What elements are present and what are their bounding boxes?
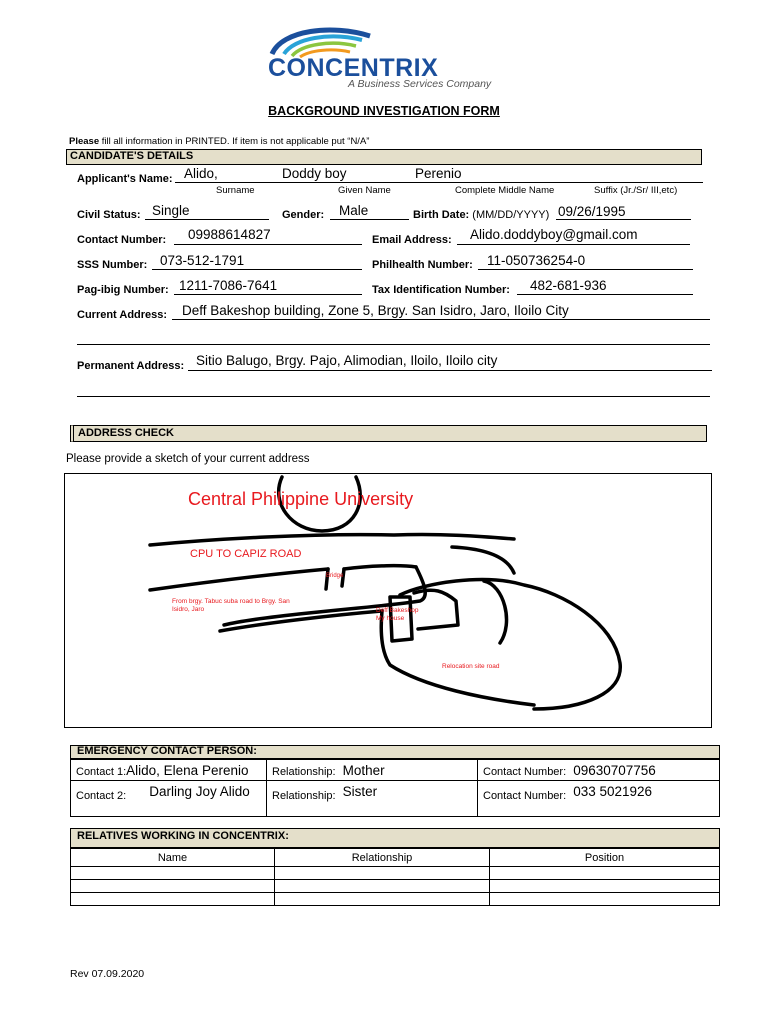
relative-name-cell[interactable] [71, 893, 275, 906]
contact-number-2-label: Contact Number: [483, 790, 567, 802]
contact-1-name[interactable]: Alido, Elena Perenio [126, 762, 249, 778]
contact-1-cell [71, 760, 267, 781]
relatives-header-position: Position [490, 849, 720, 867]
pagibig-number-value[interactable]: 1211-7086-7641 [179, 278, 278, 293]
emergency-contact-table [70, 759, 720, 817]
birth-date-label-text: Birth Date: [413, 209, 470, 221]
birth-date-label [413, 209, 549, 221]
birth-date-value[interactable]: 09/26/1995 [558, 204, 626, 219]
contact-2-label: Contact 2: [76, 790, 127, 802]
contact-number-2-cell [478, 781, 720, 817]
contact-number-1-value[interactable]: 09630707756 [573, 762, 656, 778]
surname-sublabel: Surname [216, 185, 255, 196]
address-sketch-labels [64, 473, 712, 728]
contact-number-label: Contact Number: [77, 234, 167, 246]
revision-label: Rev 07.09.2020 [70, 968, 145, 980]
contact-2-name[interactable]: Darling Joy Alido [149, 784, 250, 799]
contact-2-cell [71, 781, 267, 817]
civil-status-line [145, 219, 269, 220]
applicant-name-label: Applicant's Name: [77, 173, 173, 185]
philhealth-label: Philhealth Number: [372, 259, 473, 271]
sketch-route-line2: Isidro, Jaro [172, 606, 205, 613]
relative-position-cell[interactable] [490, 880, 720, 893]
sketch-road-label: CPU TO CAPIZ ROAD [190, 548, 302, 560]
relatives-header-row [71, 849, 720, 867]
instruction [69, 136, 369, 147]
emergency-section-header: EMERGENCY CONTACT PERSON: [70, 745, 720, 759]
philhealth-value[interactable]: 11-050736254-0 [487, 253, 586, 268]
relative-name-cell[interactable] [71, 867, 275, 880]
applicant-name-line [175, 182, 703, 183]
relatives-section-header: RELATIVES WORKING IN CONCENTRIX: [70, 828, 720, 848]
relative-name-cell[interactable] [71, 880, 275, 893]
permanent-address-label: Permanent Address: [77, 360, 185, 372]
table-row [71, 880, 720, 893]
email-label: Email Address: [372, 234, 452, 246]
sss-number-label: SSS Number: [77, 259, 148, 271]
tin-label: Tax Identification Number: [372, 284, 510, 296]
gender-label: Gender: [282, 209, 325, 221]
middle-name-sublabel: Complete Middle Name [455, 185, 555, 196]
given-name-value[interactable]: Doddy boy [282, 166, 347, 181]
contact-number-1-cell [478, 760, 720, 781]
birth-date-format: (MM/DD/YYYY) [472, 209, 550, 221]
relative-position-cell[interactable] [490, 867, 720, 880]
relationship-1-cell [267, 760, 478, 781]
surname-value[interactable]: Alido, [184, 166, 218, 181]
instruction-lead: Please [69, 136, 100, 147]
civil-status-value[interactable]: Single [152, 203, 190, 218]
current-address-value[interactable]: Deff Bakeshop building, Zone 5, Brgy. San Isidro, Jaro, Iloilo City [182, 303, 569, 318]
table-row [71, 867, 720, 880]
contact-number-1-label: Contact Number: [483, 765, 567, 778]
sss-number-value[interactable]: 073-512-1791 [160, 253, 245, 268]
permanent-address-value[interactable]: Sitio Balugo, Brgy. Pajo, Alimodian, Iloilo, Iloilo city [196, 353, 498, 368]
sketch-prompt: Please provide a sketch of your current address [66, 453, 310, 465]
form-title: BACKGROUND INVESTIGATION FORM [268, 104, 500, 118]
pagibig-number-line [174, 294, 362, 295]
sketch-house-line1: Deff Bakeshop [376, 607, 419, 614]
middle-name-value[interactable]: Perenio [415, 166, 462, 181]
logo-brand-text: CONCENTRIX [268, 54, 439, 82]
table-row [71, 893, 720, 906]
instruction-text: fill all information in PRINTED. If item is not applicable put “N/A” [101, 136, 370, 147]
address-sketch-box[interactable] [64, 473, 712, 728]
candidate-section-header: CANDIDATE'S DETAILS [66, 149, 702, 165]
sketch-route-line1: From brgy. Tabuc suba road to Brgy. San [172, 598, 290, 605]
current-address-label: Current Address: [77, 309, 168, 321]
gender-value[interactable]: Male [339, 203, 369, 218]
sketch-house-line2: My house [376, 615, 405, 622]
given-name-sublabel: Given Name [338, 185, 391, 196]
relationship-1-label: Relationship: [272, 765, 336, 778]
emergency-contact-row [71, 760, 720, 781]
emergency-contact-row [71, 781, 720, 817]
permanent-address-line-2 [77, 396, 710, 397]
email-value[interactable]: Alido.doddyboy@gmail.com [470, 227, 638, 242]
civil-status-label: Civil Status: [77, 209, 141, 221]
logo-tagline: A Business Services Company [348, 78, 492, 90]
concentrix-logo [262, 24, 507, 90]
sketch-bridge-label: Bridge [326, 573, 344, 579]
contact-number-2-value[interactable]: 033 5021926 [573, 784, 653, 799]
current-address-line [172, 319, 710, 320]
relationship-2-cell [267, 781, 478, 817]
gender-line [330, 219, 409, 220]
relationship-2-label: Relationship: [272, 790, 336, 802]
relatives-header-relationship: Relationship [275, 849, 490, 867]
address-check-section-header: ADDRESS CHECK [70, 425, 707, 442]
relationship-2-value[interactable]: Sister [342, 784, 378, 799]
contact-number-line [174, 244, 362, 245]
tin-line [517, 294, 693, 295]
sketch-relocation-label: Relocation site road [442, 663, 500, 670]
relative-relationship-cell[interactable] [275, 893, 490, 906]
tin-value[interactable]: 482-681-936 [530, 278, 607, 293]
sketch-title: Central Philippine University [188, 489, 414, 509]
pagibig-number-label: Pag-ibig Number: [77, 284, 169, 296]
contact-number-value[interactable]: 09988614827 [188, 227, 271, 242]
relationship-1-value[interactable]: Mother [342, 762, 385, 778]
contact-1-label: Contact 1: [76, 765, 127, 778]
permanent-address-line [188, 370, 712, 371]
philhealth-line [478, 269, 693, 270]
relatives-table [70, 848, 720, 906]
relatives-header-name: Name [71, 849, 275, 867]
email-line [457, 244, 690, 245]
relative-relationship-cell[interactable] [275, 880, 490, 893]
relative-position-cell[interactable] [490, 893, 720, 906]
relative-relationship-cell[interactable] [275, 867, 490, 880]
sss-number-line [152, 269, 362, 270]
current-address-line-2 [77, 344, 710, 345]
birth-date-line [556, 219, 691, 220]
suffix-sublabel: Suffix (Jr./Sr/ III,etc) [594, 185, 678, 196]
